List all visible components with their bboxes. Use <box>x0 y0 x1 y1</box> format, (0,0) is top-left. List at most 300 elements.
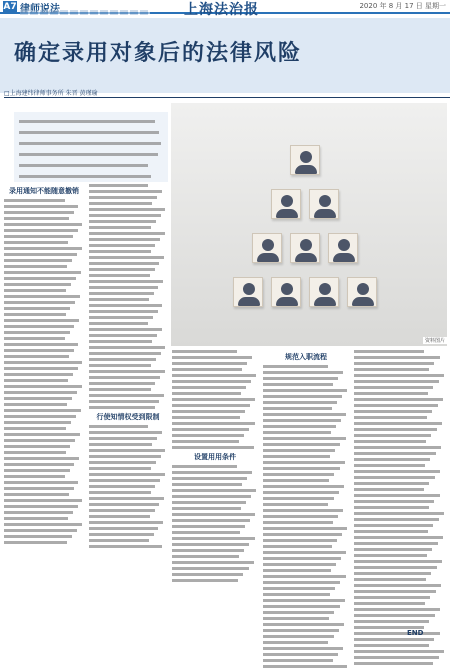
text-line <box>89 370 165 373</box>
text-line <box>4 433 80 436</box>
text-line <box>354 452 436 455</box>
text-line <box>4 439 75 442</box>
text-line <box>4 415 76 418</box>
text-line <box>4 391 77 394</box>
middle-column <box>172 350 258 662</box>
text-line <box>4 199 65 202</box>
text-line <box>89 346 165 349</box>
text-line <box>89 202 152 205</box>
left-column-1 <box>4 184 84 659</box>
text-line <box>89 479 160 482</box>
text-line <box>89 322 148 325</box>
text-line <box>172 567 249 570</box>
text-line <box>172 368 242 371</box>
text-line <box>354 428 437 431</box>
text-line <box>354 596 430 599</box>
text-line <box>263 389 347 392</box>
text-line <box>263 617 329 620</box>
text-line <box>354 488 424 491</box>
text-line <box>172 573 243 576</box>
text-line <box>4 361 82 364</box>
text-line <box>172 404 250 407</box>
text-line <box>354 662 433 665</box>
text-line <box>89 455 161 458</box>
lead-summary <box>14 112 168 182</box>
section-heading: 行使知情权受到限制 <box>96 413 160 421</box>
masthead: 上海法治报 <box>184 2 259 18</box>
text-line <box>89 256 164 259</box>
byline: □上海建纬律师事务所 朱晋 黄瑾瑜 <box>4 88 450 98</box>
text-line <box>354 620 429 623</box>
text-line <box>263 395 342 398</box>
text-line <box>89 449 165 452</box>
text-line <box>4 481 78 484</box>
text-line <box>354 374 444 377</box>
text-line <box>263 503 328 506</box>
text-line <box>4 385 82 388</box>
text-line <box>4 457 79 460</box>
text-line <box>172 410 245 413</box>
text-line <box>354 506 429 509</box>
text-line <box>4 229 78 232</box>
text-line <box>89 226 151 229</box>
right-column <box>354 350 446 662</box>
text-line <box>354 590 436 593</box>
text-line <box>4 247 82 250</box>
text-line <box>4 301 75 304</box>
text-line <box>4 289 66 292</box>
text-line <box>354 494 440 497</box>
text-line <box>263 449 335 452</box>
lead-line <box>19 142 161 145</box>
text-line <box>172 398 255 401</box>
text-line <box>4 271 81 274</box>
text-line <box>4 499 82 502</box>
text-line <box>4 409 81 412</box>
text-line <box>263 509 343 512</box>
text-line <box>89 220 156 223</box>
text-line <box>4 403 67 406</box>
text-line <box>263 557 341 560</box>
text-line <box>263 413 346 416</box>
text-line <box>354 602 425 605</box>
column-meta <box>20 10 150 15</box>
text-line <box>172 579 238 582</box>
text-line <box>172 434 244 437</box>
person-icon <box>243 283 255 295</box>
text-line <box>4 337 65 340</box>
text-line <box>4 451 66 454</box>
text-line <box>89 527 158 530</box>
person-icon <box>262 239 274 251</box>
lead-line <box>19 131 159 134</box>
text-line <box>89 406 155 409</box>
text-line <box>354 380 439 383</box>
text-line <box>4 469 70 472</box>
text-line <box>263 545 332 548</box>
text-line <box>4 493 69 496</box>
text-line <box>4 277 76 280</box>
text-line <box>263 401 337 404</box>
text-line <box>89 292 154 295</box>
text-line <box>89 268 155 271</box>
text-line <box>263 569 331 572</box>
text-line <box>89 262 159 265</box>
text-line <box>89 316 153 319</box>
text-line <box>89 388 151 391</box>
text-line <box>354 584 441 587</box>
text-line <box>354 518 439 521</box>
text-line <box>89 503 159 506</box>
text-line <box>89 328 162 331</box>
text-line <box>4 253 77 256</box>
text-line <box>89 250 151 253</box>
text-line <box>172 513 255 516</box>
text-line <box>263 629 339 632</box>
text-line <box>263 641 328 644</box>
text-line <box>4 217 69 220</box>
text-line <box>354 416 427 419</box>
article-illustration <box>171 103 447 346</box>
text-line <box>172 477 247 480</box>
text-line <box>89 491 151 494</box>
text-line <box>4 319 79 322</box>
text-line <box>172 440 239 443</box>
lead-line <box>19 175 151 178</box>
text-line <box>263 647 343 650</box>
text-line <box>263 653 338 656</box>
text-line <box>263 467 340 470</box>
text-line <box>89 443 152 446</box>
text-line <box>354 566 437 569</box>
text-line <box>89 382 155 385</box>
person-icon <box>338 239 350 251</box>
text-line <box>89 358 156 361</box>
text-line <box>4 511 73 514</box>
text-line <box>89 533 154 536</box>
text-line <box>89 340 152 343</box>
text-line <box>172 465 237 468</box>
person-card <box>271 189 301 219</box>
text-line <box>354 530 428 533</box>
text-line <box>4 205 78 208</box>
text-line <box>263 581 340 584</box>
text-line <box>172 561 254 564</box>
text-line <box>354 398 443 401</box>
text-line <box>4 349 74 352</box>
text-line <box>89 425 148 428</box>
text-line <box>172 555 239 558</box>
text-line <box>263 371 343 374</box>
text-line <box>263 563 336 566</box>
text-line <box>263 425 336 428</box>
text-line <box>172 356 252 359</box>
text-line <box>172 416 240 419</box>
text-line <box>354 386 433 389</box>
text-line <box>172 525 245 528</box>
text-line <box>263 587 335 590</box>
text-line <box>263 479 329 482</box>
left-column-2 <box>89 184 167 659</box>
text-line <box>263 485 344 488</box>
text-line <box>263 431 331 434</box>
person-icon <box>319 195 331 207</box>
text-line <box>4 529 77 532</box>
text-line <box>354 500 434 503</box>
text-line <box>263 377 338 380</box>
article-end-marker: END <box>407 629 424 637</box>
text-line <box>89 515 150 518</box>
lead-line <box>19 153 158 156</box>
text-line <box>172 501 246 504</box>
text-line <box>89 232 165 235</box>
text-line <box>172 507 241 510</box>
text-line <box>263 593 330 596</box>
text-line <box>354 644 429 647</box>
headline: 确定录用对象后的法律风险 <box>14 41 303 66</box>
text-line <box>4 355 69 358</box>
person-card <box>271 277 301 307</box>
text-line <box>4 535 72 538</box>
text-line <box>354 608 440 611</box>
text-line <box>263 491 339 494</box>
text-line <box>4 223 82 226</box>
text-line <box>89 461 156 464</box>
text-line <box>263 533 342 536</box>
text-line <box>89 394 164 397</box>
text-line <box>354 362 434 365</box>
text-line <box>172 531 240 534</box>
person-card <box>328 233 358 263</box>
text-line <box>172 362 247 365</box>
text-line <box>89 400 159 403</box>
text-line <box>4 523 82 526</box>
text-line <box>89 214 161 217</box>
text-line <box>354 548 432 551</box>
text-line <box>89 467 151 470</box>
text-line <box>172 471 252 474</box>
text-line <box>263 407 332 410</box>
text-line <box>4 307 70 310</box>
text-line <box>4 487 74 490</box>
text-line <box>89 196 157 199</box>
right-middle-column <box>263 350 349 662</box>
text-line <box>89 545 162 548</box>
text-line <box>263 473 334 476</box>
text-line <box>354 632 440 635</box>
text-line <box>4 241 68 244</box>
person-icon <box>300 151 312 163</box>
text-line <box>89 238 160 241</box>
text-line <box>263 461 345 464</box>
text-line <box>89 521 163 524</box>
text-line <box>89 184 148 187</box>
text-line <box>354 368 429 371</box>
text-line <box>172 386 246 389</box>
text-line <box>354 440 426 443</box>
text-line <box>354 542 438 545</box>
text-line <box>172 422 255 425</box>
text-line <box>89 497 164 500</box>
text-line <box>172 519 250 522</box>
text-line <box>263 437 346 440</box>
text-line <box>263 521 333 524</box>
lead-line <box>19 120 155 123</box>
text-line <box>263 365 328 368</box>
text-line <box>89 437 157 440</box>
text-line <box>89 376 160 379</box>
text-line <box>263 575 346 578</box>
text-line <box>263 659 333 662</box>
text-line <box>263 455 330 458</box>
text-line <box>172 446 254 449</box>
text-line <box>4 463 74 466</box>
text-line <box>354 512 444 515</box>
text-line <box>4 235 73 238</box>
text-line <box>89 509 155 512</box>
text-line <box>172 350 237 353</box>
text-line <box>354 410 432 413</box>
text-line <box>354 464 425 467</box>
text-line <box>354 392 428 395</box>
text-line <box>354 572 431 575</box>
text-line <box>263 599 345 602</box>
text-line <box>354 578 426 581</box>
text-line <box>89 352 161 355</box>
person-icon <box>281 195 293 207</box>
text-line <box>89 280 163 283</box>
text-line <box>263 419 341 422</box>
text-line <box>4 367 78 370</box>
person-icon <box>357 283 369 295</box>
text-line <box>354 650 444 653</box>
text-line <box>263 635 334 638</box>
text-line <box>354 656 439 659</box>
text-line <box>354 434 431 437</box>
text-line <box>263 497 334 500</box>
text-line <box>4 295 80 298</box>
text-line <box>89 208 165 211</box>
text-line <box>89 310 158 313</box>
text-line <box>263 623 344 626</box>
text-line <box>354 554 427 557</box>
figure-caption: 资料图片 <box>424 338 445 344</box>
person-card <box>347 277 377 307</box>
text-line <box>354 560 442 563</box>
text-line <box>4 259 72 262</box>
text-line <box>89 298 149 301</box>
text-line <box>354 470 440 473</box>
text-line <box>263 551 346 554</box>
text-line <box>354 476 435 479</box>
text-line <box>172 537 255 540</box>
text-line <box>263 527 347 530</box>
text-line <box>263 539 337 542</box>
text-line <box>4 475 65 478</box>
text-line <box>4 379 68 382</box>
text-line <box>354 536 443 539</box>
text-line <box>89 286 158 289</box>
text-line <box>4 283 71 286</box>
text-line <box>4 445 70 448</box>
text-line <box>4 505 78 508</box>
text-line <box>354 446 441 449</box>
text-line <box>263 515 338 518</box>
person-card <box>252 233 282 263</box>
text-line <box>4 211 74 214</box>
text-line <box>172 428 249 431</box>
section-heading: 设置用用条件 <box>194 453 236 461</box>
text-line <box>172 495 251 498</box>
text-line <box>89 539 149 542</box>
text-line <box>4 331 70 334</box>
text-line <box>4 427 66 430</box>
text-line <box>4 397 72 400</box>
text-line <box>354 404 438 407</box>
text-line <box>354 458 430 461</box>
text-line <box>89 473 165 476</box>
person-card <box>309 277 339 307</box>
person-icon <box>281 283 293 295</box>
text-line <box>89 244 155 247</box>
text-line <box>4 343 78 346</box>
text-line <box>89 274 150 277</box>
text-line <box>172 549 244 552</box>
person-card <box>233 277 263 307</box>
text-line <box>354 422 442 425</box>
text-line <box>354 524 433 527</box>
text-line <box>89 431 162 434</box>
text-line <box>172 380 251 383</box>
text-line <box>4 313 66 316</box>
text-line <box>4 541 67 544</box>
person-card <box>290 145 320 175</box>
text-line <box>172 483 242 486</box>
text-line <box>4 373 73 376</box>
text-line <box>172 543 249 546</box>
issue-date: 2020 年 8 月 17 日 星期一 <box>359 2 446 10</box>
person-card <box>290 233 320 263</box>
text-line <box>4 517 68 520</box>
text-line <box>172 392 241 395</box>
text-line <box>263 443 340 446</box>
person-card <box>309 189 339 219</box>
text-line <box>89 485 155 488</box>
text-line <box>354 614 435 617</box>
text-line <box>263 383 333 386</box>
lead-line <box>19 164 148 167</box>
text-line <box>354 356 440 359</box>
text-line <box>263 605 340 608</box>
text-line <box>89 364 151 367</box>
text-line <box>354 638 434 641</box>
page-badge: A7 <box>3 2 17 12</box>
person-icon <box>319 283 331 295</box>
person-icon <box>300 239 312 251</box>
section-heading: 录用通知不能随意撤销 <box>9 187 79 195</box>
text-line <box>89 304 162 307</box>
text-line <box>172 374 256 377</box>
text-line <box>4 421 71 424</box>
text-line <box>263 611 334 614</box>
section-heading: 规范入职流程 <box>285 353 327 361</box>
text-line <box>4 325 74 328</box>
text-line <box>354 482 429 485</box>
text-line <box>354 350 424 353</box>
text-line <box>89 190 162 193</box>
text-line <box>4 265 67 268</box>
text-line <box>172 489 256 492</box>
